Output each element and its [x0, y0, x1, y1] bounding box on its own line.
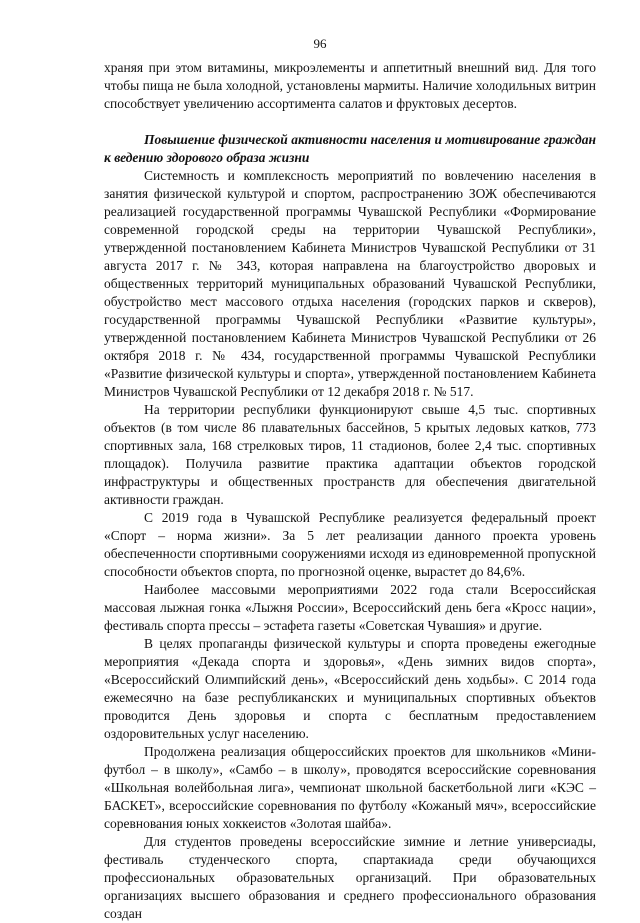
paragraph-programs: Системность и комплексность мероприятий по вовлечению населения в занятия физической культурой и спортом, распространению ЗОЖ обеспечиваются реализацией государственной программы Чувашской Республики «Формирование современной городской среды на территории Чувашской Республики», утвержденной постановлением Кабинета Министров Чувашской Республики от 31 августа 2017 г. № 343, которая направлена на благоустройство дворовых и общественных территорий муниципальных образований Чувашской Республики, обустройство мест массового отдыха населения (городских парков и скверов), государственной программы Чувашской Республики «Развитие культуры», утвержденной постановлением Кабинета Министров Чувашской Республики от 26 октября 2018 г. № 434, государственной программы Чувашской Республики «Развитие физической культуры и спорта», утвержденной постановлением Кабинета Министров Чувашской Республики от 12 декабря 2018 г. № 517.	[104, 168, 596, 399]
paragraph-federal-project: С 2019 года в Чувашской Республике реализуется федеральный проект «Спорт – норма жизни». За 5 лет реализации данного проекта уровень обеспеченности спортивными сооружениями исходя из единовременной пропускной способности объектов спорта, по прогнозной оценке, вырастет до 84,6%.	[104, 510, 596, 579]
document-body	[104, 59, 596, 923]
paragraph-school-projects: Продолжена реализация общероссийских проектов для школьников «Мини-футбол – в школу», «Самбо – в школу», проводятся всероссийские соревнования «Школьная волейбольная лига», чемпионат школьной баскетбольной лиги «КЭС – БАСКЕТ», всероссийские соревнования по футболу «Кожаный мяч», всероссийские соревнования юных хоккеистов «Золотая шайба».	[104, 744, 596, 831]
page-number: 96	[313, 36, 327, 51]
paragraph-student-events: Для студентов проведены всероссийские зимние и летние универсиады, фестиваль студенческого спорта, спартакиада среди обучающихся профессиональных образовательных организаций. При образовательных организациях высшего образования и среднего профессионального образования создан	[104, 834, 596, 921]
paragraph-mass-events: Наиболее массовыми мероприятиями 2022 года стали Всероссийская массовая лыжная гонка «Лыжня России», Всероссийский день бега «Кросс нации», фестиваль спорта прессы – эстафета газеты «Советская Чувашия» и другие.	[104, 582, 596, 633]
paragraph-sports-facilities: На территории республики функционируют свыше 4,5 тыс. спортивных объектов (в том числе 86 плавательных бассейнов, 5 крытых ледовых катков, 773 спортивных зала, 168 стрелковых тиров, 11 стадионов, более 2,4 тыс. спортивных площадок). Получила развитие практика адаптации объектов городской инфраструктуры и общественных пространств для обеспечения двигательной активности граждан.	[104, 402, 596, 507]
paragraph-annual-events: В целях пропаганды физической культуры и спорта проведены ежегодные мероприятия «Декада спорта и здоровья», «День зимних видов спорта», «Всероссийский Олимпийский день», «Всероссийский день ходьбы». С 2014 года ежемесячно на базе республиканских и муниципальных спортивных объектов проводится День здоровья и спорта с бесплатным предоставлением оздоровительных услуг населению.	[104, 636, 596, 741]
paragraph-continuation: храняя при этом витамины, микроэлементы и аппетитный внешний вид. Для того чтобы пища не была холодной, установлены мармиты. Наличие холодильных витрин способствует увеличению ассортимента салатов и фруктовых десертов.	[104, 60, 596, 111]
section-heading: Повышение физической активности населения и мотивирование граждан к ведению здорового образа жизни	[104, 132, 596, 165]
